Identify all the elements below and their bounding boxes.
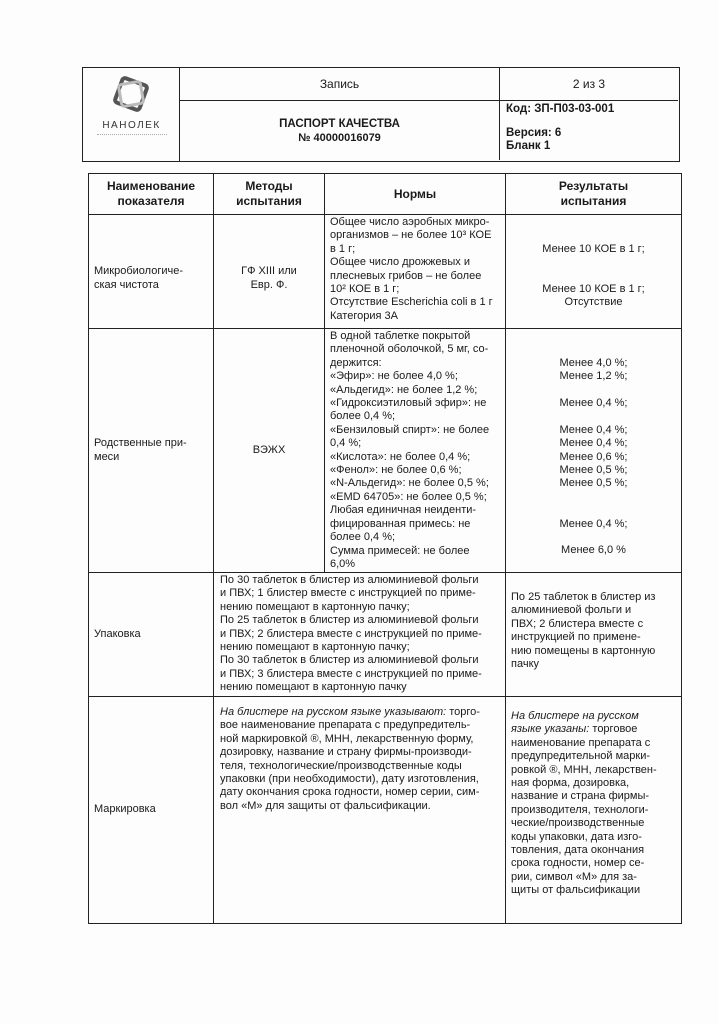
document-code: Код: ЗП-П03-03-001 xyxy=(506,103,615,115)
test-results: По 25 таблеток в блистер из алюминиевой фольги и ПВХ; 2 блистера вместе с инструкцией по примене- нию помещены в картонную пачку xyxy=(511,591,656,671)
test-results: На блистере на русском языке указаны: торговое наименование препарата с предупредительной марки- ровкой ®, МНН, лекарствен- ная форма, дозировка, название и страна фирмы- производителя, технологи- ческие/производственные коды упаковки, дата изго- товления, дата окончания срока годности, номер се- рии, символ «М» для за- щиты от фальсификации xyxy=(511,710,657,897)
table-header-row xyxy=(89,174,681,215)
document-meta xyxy=(500,101,678,160)
quality-table xyxy=(88,173,682,924)
norms: Общее число аэробных микро- организмов – не более 10³ КОЕ в 1 г; Общее число дрожжевых и плесневых грибов – не более 10² КОЕ в 1 г; Отсутствие Escherichia coli в 1 г Категория 3А xyxy=(325,215,506,328)
column-header-indicator: Наименование показателя xyxy=(89,174,214,214)
test-method: ВЭЖХ xyxy=(214,329,325,572)
norms: В одной таблетке покрытой пленочной оболочкой, 5 мг, со- держится: «Эфир»: не более 4,0 %; «Альдегид»: не более 1,2 %; «Гидроксиэтиловый эфир»: не более 0,4 %; «Бензиловый спирт»: не более 0,4 %; «Кислота»: не более 0,4 %; «Фенол»: не более 0,6 %; «N-Альдегид»: не более 0,5 %; «EMD 64705»: не более 0,5 %; Любая единичная неиденти- фицированная примесь: не более 0,4 %; Сумма примесей: не более 6,0% xyxy=(325,329,506,572)
table-row xyxy=(89,697,681,923)
norms: На блистере на русском языке указывают: торго- вое наименование препарата с предупредитель- ной маркировкой ®, МНН, лекарственную форму, дозировку, название и страну фирмы-производи- теля, технологические/производственные коды упаковки (при необходимости), дату изготовления, дату окончания срока годности, номер серии, сим- вол «М» для защиты от фальсификации. xyxy=(214,697,506,923)
document-title: ПАСПОРТ КАЧЕСТВА xyxy=(279,117,400,130)
column-header-norms: Нормы xyxy=(325,174,506,214)
column-header-method: Методы испытания xyxy=(214,174,325,214)
logo-text: НАНОЛЕК xyxy=(102,120,161,131)
indicator-name: Упаковка xyxy=(89,573,214,696)
column-header-results: Результаты испытания xyxy=(558,179,629,208)
norms: По 30 таблеток в блистер из алюминиевой фольги и ПВХ; 1 блистер вместе с инструкцией по приме- нению помещают в картонную пачку; По 25 таблеток в блистер из алюминиевой фольги и ПВХ; 2 блистера вместе с инструкцией по приме- нению помещают в картонную пачку; По 30 таблеток в блистер из алюминиевой фольги и ПВХ; 3 блистера вместе с инструкцией по приме- нению помещают в картонную пачку xyxy=(214,573,506,696)
document-header xyxy=(82,67,680,162)
table-row xyxy=(89,215,681,329)
test-results: Менее 10 КОЕ в 1 г; Менее 10 КОЕ в 1 г; Отсутствие xyxy=(542,242,645,309)
document-title-block xyxy=(180,101,500,160)
company-logo-icon xyxy=(111,74,151,114)
logo-cell xyxy=(83,68,180,161)
document-version: Версия: 6 xyxy=(506,127,562,139)
page-indicator: 2 из 3 xyxy=(500,68,678,101)
logo-tagline xyxy=(97,134,167,137)
test-results: Менее 4,0 %; Менее 1,2 %; Менее 0,4 %; Менее 0,4 %; Менее 0,4 %; Менее 0,6 %; Менее 0,5 %; Менее 0,5 %; Менее 0,4 %; Менее 6,0 % xyxy=(559,356,628,557)
test-method: ГФ XIII или Евр. Ф. xyxy=(214,215,325,328)
document-number: № 40000016079 xyxy=(298,131,381,144)
document-form: Бланк 1 xyxy=(506,140,551,152)
indicator-name: Родственные при- меси xyxy=(89,329,214,572)
indicator-name: Микробиологиче- ская чистота xyxy=(89,215,214,328)
record-label: Запись xyxy=(180,68,500,101)
table-row xyxy=(89,329,681,573)
indicator-name: Маркировка xyxy=(89,697,214,923)
table-row xyxy=(89,573,681,697)
